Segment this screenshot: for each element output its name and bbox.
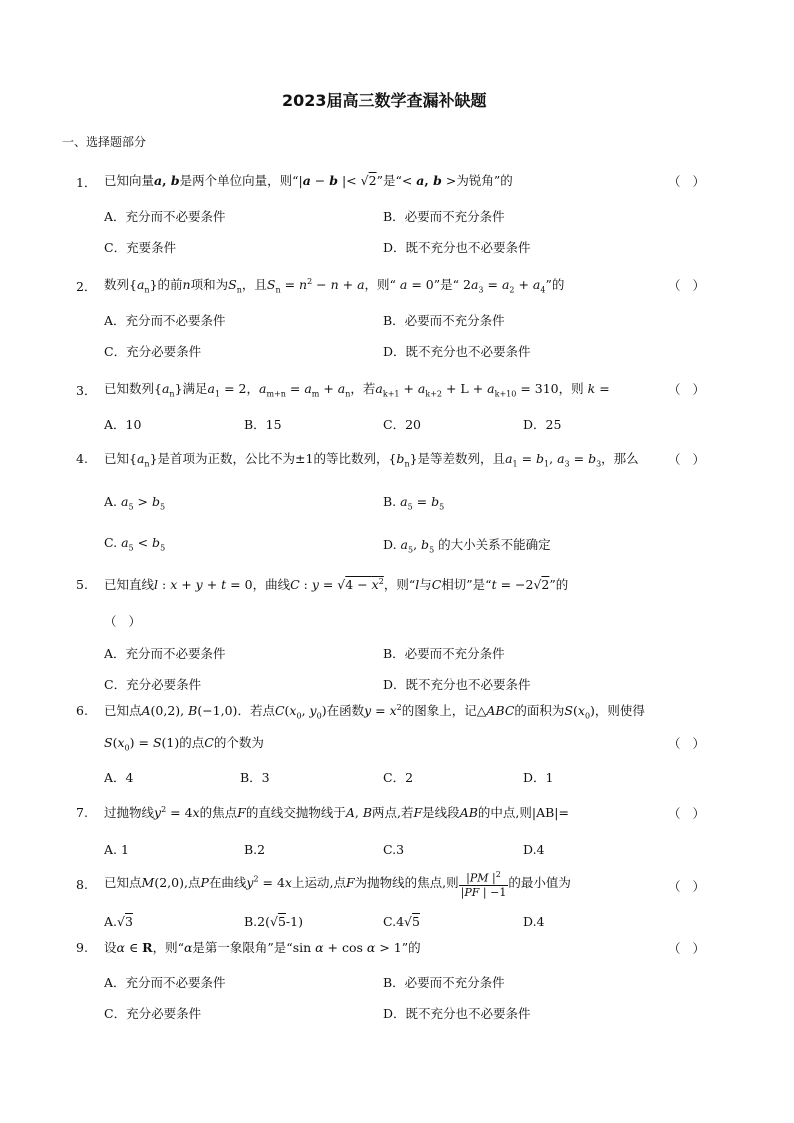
option-a: A．10 [104,417,142,432]
question-number: 7. [76,805,88,820]
answer-paren: （ ） [668,736,709,751]
answer-paren: （ ） [104,614,145,629]
question-number: 3． [76,383,97,398]
option-d: D．1 [523,770,554,785]
question-number: 2． [76,279,97,294]
page-title: 2023届高三数学查漏补缺题 [282,91,487,110]
option-d: D．既不充分也不必要条件 [383,1006,531,1021]
question-number: 6. [76,703,88,718]
option-a: A. 1 [104,842,129,857]
option-a: A．充分而不必要条件 [104,646,226,661]
question-text: 已知直线l : x + y + t = 0，曲线C : $y = √4 - x^2$，则“l与C相切”是“t = −2√2”的 [104,576,569,592]
question-text: 设α ∈ R，则“α是第一象限角”是“sin α + cos α > 1”的 [104,940,421,955]
option-b: B. $a_5 = b_5$ [383,494,445,512]
answer-paren: （ ） [668,879,709,894]
option-d: D．既不充分也不必要条件 [383,344,531,359]
option-a: A．充分而不必要条件 [104,975,226,990]
option-c: C．2 [383,770,414,785]
option-b: B．必要而不充分条件 [383,313,505,328]
option-b: B．必要而不充分条件 [383,209,505,224]
question-text: 已知点A(0,2), B(−1,0)．若点$C(x_0$, $y_0$)在函数$y = x^2$的图象上，记△ABC的面积为$S(x_0)$，则使得 [104,702,645,721]
answer-paren: （ ） [668,806,709,821]
question-number: 4. [76,451,88,466]
answer-paren: （ ） [668,174,709,189]
option-a: A. $a_5 > b_5$ [104,494,166,512]
option-a: A．4 [104,770,134,785]
question-number: 9. [76,940,88,955]
answer-paren: （ ） [668,278,709,293]
option-d: D．既不充分也不必要条件 [383,240,531,255]
question-text: 已知向量a, b是两个单位向量，则“|a − b |< √2”是“< a, b >为锐角”的 [104,173,513,188]
question-number: 5. [76,577,88,592]
option-c: C．充分必要条件 [104,344,202,359]
option-b: B．15 [244,417,282,432]
option-c: C．20 [383,417,421,432]
question-text: 已知$\{a_n\}$是首项为正数，公比不为±1的等比数列，$\{b_n\}$是等差数列，且$a_1 = b_1$, $a_3 = b_3$，那么 [104,451,639,469]
option-b: B．3 [240,770,270,785]
option-c: C. $a_5 < b_5$ [104,535,166,553]
option-c: C．充要条件 [104,240,177,255]
option-c: C．充分必要条件 [104,677,202,692]
option-c: C.3 [383,842,405,857]
option-d: D．既不充分也不必要条件 [383,677,531,692]
answer-paren: （ ） [668,452,709,467]
option-b: B．必要而不充分条件 [383,975,505,990]
option-b: B.2(√5-1) [244,914,303,929]
option-c: C．充分必要条件 [104,1006,202,1021]
option-b: B．必要而不充分条件 [383,646,505,661]
question-text: 已知数列$\{a_n\}$满足$a_1 = 2$，$a_{m+n} = a_m + a_n$，若$a_{k+1} + a_{k+2} + L + a_{k+10} = 310$，则 k = [104,381,610,399]
question-text: 过抛物线$y^2 = 4x$的焦点F的直线交抛物线于A, B两点,若F是线段AB的中点,则|AB|= [104,804,569,820]
option-a: A．充分而不必要条件 [104,209,226,224]
option-a: A.√3 [104,914,133,929]
option-c: C.4√5 [383,914,420,929]
option-a: A．充分而不必要条件 [104,313,226,328]
question-text-line-2: $S(x_0) = S(1)$的点C的个数为 [104,735,264,753]
question-number: 1． [76,175,97,190]
section-heading: 一、选择题部分 [62,135,147,149]
option-b: B.2 [244,842,266,857]
question-number: 8. [76,877,88,892]
answer-paren: （ ） [668,941,709,956]
question-text: 数列$\{a_n\}$的前n项和为$S_n$，且$S_n = n^2 - n + a$，则“ a = 0”是“ $2a_3 = a_2 + a_4$”的 [104,276,565,295]
option-d: D.4 [523,842,545,857]
option-d: D．25 [523,417,562,432]
answer-paren: （ ） [668,382,709,397]
option-d: D.4 [523,914,545,929]
option-d: D. $a_5$, $b_5$ 的大小关系不能确定 [383,537,551,555]
question-text: 已知点M(2,0),点P在曲线$y^2 = 4x$上运动,点F为抛物线的焦点,则 $\frac{|PM |^2}{|PF | -1}$ 的最小值为 [104,870,571,899]
